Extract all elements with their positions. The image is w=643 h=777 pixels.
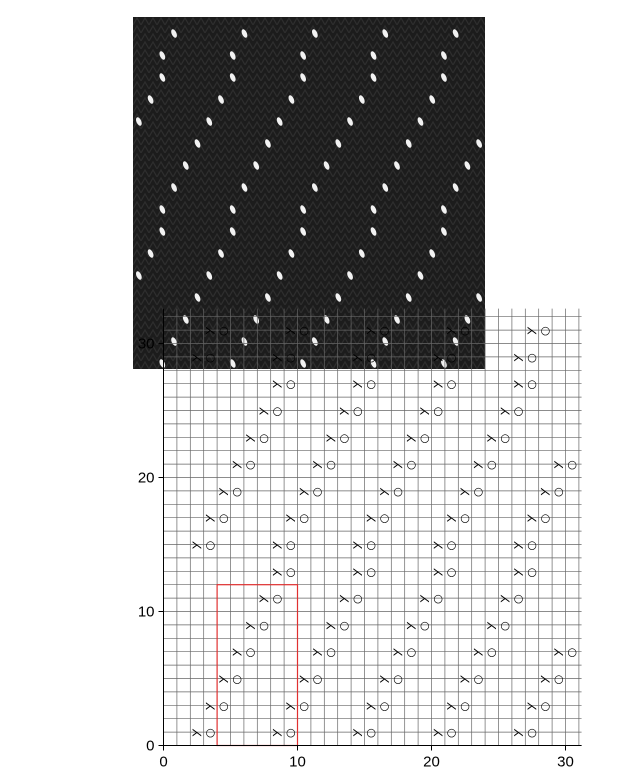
yarn-over-symbol: ○ xyxy=(272,592,283,606)
decrease-symbol: ⋋ xyxy=(271,565,283,579)
yarn-over-symbol: ○ xyxy=(366,350,377,364)
decrease-symbol: ⋋ xyxy=(191,726,203,740)
decrease-symbol: ⋋ xyxy=(513,538,525,552)
yarn-over-symbol: ○ xyxy=(366,565,377,579)
decrease-symbol: ⋋ xyxy=(539,484,551,498)
decrease-symbol: ⋋ xyxy=(352,565,364,579)
yarn-over-symbol: ○ xyxy=(567,458,578,472)
yarn-over-symbol: ○ xyxy=(460,699,470,713)
yarn-over-symbol: ○ xyxy=(326,458,336,472)
yarn-over-symbol: ○ xyxy=(352,404,363,418)
decrease-symbol: ⋋ xyxy=(472,458,484,472)
yarn-over-symbol: ○ xyxy=(379,324,390,338)
decrease-symbol: ⋋ xyxy=(553,645,565,659)
yarn-over-symbol: ○ xyxy=(393,672,403,686)
decrease-symbol: ⋋ xyxy=(245,431,257,445)
yarn-over-symbol: ○ xyxy=(446,538,457,552)
yarn-over-symbol: ○ xyxy=(299,511,310,525)
yarn-over-symbol: ○ xyxy=(446,726,457,740)
decrease-symbol: ⋋ xyxy=(526,699,538,713)
decrease-symbol: ⋋ xyxy=(271,538,283,552)
x-tick-label: 30 xyxy=(557,753,574,771)
yarn-over-symbol: ○ xyxy=(473,672,484,686)
decrease-symbol: ⋋ xyxy=(405,618,417,632)
decrease-symbol: ⋋ xyxy=(432,538,444,552)
decrease-symbol: ⋋ xyxy=(392,458,404,472)
yarn-over-symbol: ○ xyxy=(527,350,537,364)
yarn-over-symbol: ○ xyxy=(218,699,229,713)
decrease-symbol: ⋋ xyxy=(432,377,444,391)
yarn-over-symbol: ○ xyxy=(205,350,216,364)
decrease-symbol: ⋋ xyxy=(204,511,216,525)
yarn-over-symbol: ○ xyxy=(567,645,578,659)
decrease-symbol: ⋋ xyxy=(499,592,511,606)
decrease-symbol: ⋋ xyxy=(365,324,377,338)
decrease-symbol: ⋋ xyxy=(285,511,297,525)
yarn-over-symbol: ○ xyxy=(285,565,296,579)
yarn-over-symbol: ○ xyxy=(527,538,537,552)
decrease-symbol: ⋋ xyxy=(325,618,337,632)
decrease-symbol: ⋋ xyxy=(365,511,377,525)
decrease-symbol: ⋋ xyxy=(379,672,391,686)
decrease-symbol: ⋋ xyxy=(446,511,458,525)
yarn-over-symbol: ○ xyxy=(352,592,363,606)
decrease-symbol: ⋋ xyxy=(258,404,270,418)
yarn-over-symbol: ○ xyxy=(299,324,310,338)
decrease-symbol: ⋋ xyxy=(432,350,444,364)
yarn-over-symbol: ○ xyxy=(339,431,350,445)
yarn-over-symbol: ○ xyxy=(379,699,390,713)
x-tick-label: 20 xyxy=(423,753,440,771)
decrease-symbol: ⋋ xyxy=(285,324,297,338)
decrease-symbol: ⋋ xyxy=(245,618,257,632)
yarn-over-symbol: ○ xyxy=(460,324,470,338)
yarn-over-symbol: ○ xyxy=(379,511,390,525)
yarn-over-symbol: ○ xyxy=(232,672,243,686)
yarn-over-symbol: ○ xyxy=(218,511,229,525)
yarn-over-symbol: ○ xyxy=(553,484,564,498)
decrease-symbol: ⋋ xyxy=(513,726,525,740)
yarn-over-symbol: ○ xyxy=(406,645,417,659)
yarn-over-symbol: ○ xyxy=(406,458,417,472)
decrease-symbol: ⋋ xyxy=(271,350,283,364)
decrease-symbol: ⋋ xyxy=(392,645,404,659)
yarn-over-symbol: ○ xyxy=(527,377,537,391)
decrease-symbol: ⋋ xyxy=(526,324,538,338)
decrease-symbol: ⋋ xyxy=(446,699,458,713)
decrease-symbol: ⋋ xyxy=(191,350,203,364)
decrease-symbol: ⋋ xyxy=(526,511,538,525)
decrease-symbol: ⋋ xyxy=(298,672,310,686)
decrease-symbol: ⋋ xyxy=(298,484,310,498)
yarn-over-symbol: ○ xyxy=(500,431,511,445)
yarn-over-symbol: ○ xyxy=(446,350,457,364)
decrease-symbol: ⋋ xyxy=(459,672,471,686)
yarn-over-symbol: ○ xyxy=(540,324,551,338)
yarn-over-symbol: ○ xyxy=(259,431,269,445)
decrease-symbol: ⋋ xyxy=(271,726,283,740)
yarn-over-symbol: ○ xyxy=(419,618,430,632)
decrease-symbol: ⋋ xyxy=(352,726,364,740)
decrease-symbol: ⋋ xyxy=(231,645,243,659)
yarn-over-symbol: ○ xyxy=(205,538,216,552)
y-tick-label: 10 xyxy=(137,603,155,621)
decrease-symbol: ⋋ xyxy=(513,350,525,364)
decrease-symbol: ⋋ xyxy=(379,484,391,498)
decrease-symbol: ⋋ xyxy=(271,377,283,391)
decrease-symbol: ⋋ xyxy=(325,431,337,445)
decrease-symbol: ⋋ xyxy=(312,458,324,472)
yarn-over-symbol: ○ xyxy=(312,672,323,686)
decrease-symbol: ⋋ xyxy=(472,645,484,659)
yarn-over-symbol: ○ xyxy=(285,726,296,740)
decrease-symbol: ⋋ xyxy=(338,404,350,418)
yarn-over-symbol: ○ xyxy=(339,618,350,632)
yarn-over-symbol: ○ xyxy=(540,699,551,713)
y-tick-label: 20 xyxy=(137,469,155,487)
decrease-symbol: ⋋ xyxy=(204,699,216,713)
decrease-symbol: ⋋ xyxy=(365,699,377,713)
decrease-symbol: ⋋ xyxy=(432,565,444,579)
decrease-symbol: ⋋ xyxy=(352,350,364,364)
decrease-symbol: ⋋ xyxy=(486,618,498,632)
yarn-over-symbol: ○ xyxy=(433,592,444,606)
yarn-over-symbol: ○ xyxy=(513,592,524,606)
decrease-symbol: ⋋ xyxy=(405,431,417,445)
yarn-over-symbol: ○ xyxy=(486,458,497,472)
yarn-over-symbol: ○ xyxy=(513,404,524,418)
chart-symbols xyxy=(192,324,578,739)
x-tick-label: 0 xyxy=(159,753,168,771)
yarn-over-symbol: ○ xyxy=(326,645,336,659)
yarn-over-symbol: ○ xyxy=(285,377,296,391)
decrease-symbol: ⋋ xyxy=(486,431,498,445)
yarn-over-symbol: ○ xyxy=(245,458,256,472)
yarn-over-symbol: ○ xyxy=(366,377,377,391)
yarn-over-symbol: ○ xyxy=(312,484,323,498)
decrease-symbol: ⋋ xyxy=(513,377,525,391)
decrease-symbol: ⋋ xyxy=(513,565,525,579)
yarn-over-symbol: ○ xyxy=(218,324,229,338)
yarn-over-symbol: ○ xyxy=(553,672,564,686)
decrease-symbol: ⋋ xyxy=(352,377,364,391)
decrease-symbol: ⋋ xyxy=(231,458,243,472)
yarn-over-symbol: ○ xyxy=(446,377,457,391)
yarn-over-symbol: ○ xyxy=(205,726,216,740)
decrease-symbol: ⋋ xyxy=(218,484,230,498)
decrease-symbol: ⋋ xyxy=(419,404,431,418)
decrease-symbol: ⋋ xyxy=(191,538,203,552)
yarn-over-symbol: ○ xyxy=(527,565,537,579)
yarn-over-symbol: ○ xyxy=(366,726,377,740)
yarn-over-symbol: ○ xyxy=(500,618,511,632)
y-axis xyxy=(138,309,164,755)
yarn-over-symbol: ○ xyxy=(540,511,551,525)
yarn-over-symbol: ○ xyxy=(527,726,537,740)
decrease-symbol: ⋋ xyxy=(258,592,270,606)
decrease-symbol: ⋋ xyxy=(446,324,458,338)
yarn-over-symbol: ○ xyxy=(419,431,430,445)
yarn-over-symbol: ○ xyxy=(245,645,256,659)
yarn-over-symbol: ○ xyxy=(460,511,470,525)
decrease-symbol: ⋋ xyxy=(218,672,230,686)
y-tick-label: 30 xyxy=(137,335,155,353)
yarn-over-symbol: ○ xyxy=(285,538,296,552)
yarn-over-symbol: ○ xyxy=(473,484,484,498)
decrease-symbol: ⋋ xyxy=(539,672,551,686)
yarn-over-symbol: ○ xyxy=(285,350,296,364)
decrease-symbol: ⋋ xyxy=(338,592,350,606)
decrease-symbol: ⋋ xyxy=(459,484,471,498)
yarn-over-symbol: ○ xyxy=(433,404,444,418)
yarn-over-symbol: ○ xyxy=(232,484,243,498)
x-axis xyxy=(159,746,581,771)
decrease-symbol: ⋋ xyxy=(312,645,324,659)
yarn-over-symbol: ○ xyxy=(259,618,269,632)
yarn-over-symbol: ○ xyxy=(366,538,377,552)
decrease-symbol: ⋋ xyxy=(204,324,216,338)
yarn-over-symbol: ○ xyxy=(486,645,497,659)
decrease-symbol: ⋋ xyxy=(419,592,431,606)
y-tick-label: 0 xyxy=(146,737,155,755)
decrease-symbol: ⋋ xyxy=(432,726,444,740)
decrease-symbol: ⋋ xyxy=(352,538,364,552)
yarn-over-symbol: ○ xyxy=(299,699,310,713)
decrease-symbol: ⋋ xyxy=(499,404,511,418)
decrease-symbol: ⋋ xyxy=(553,458,565,472)
yarn-over-symbol: ○ xyxy=(272,404,283,418)
yarn-over-symbol: ○ xyxy=(446,565,457,579)
x-tick-label: 10 xyxy=(289,753,306,771)
decrease-symbol: ⋋ xyxy=(285,699,297,713)
yarn-over-symbol: ○ xyxy=(393,484,403,498)
